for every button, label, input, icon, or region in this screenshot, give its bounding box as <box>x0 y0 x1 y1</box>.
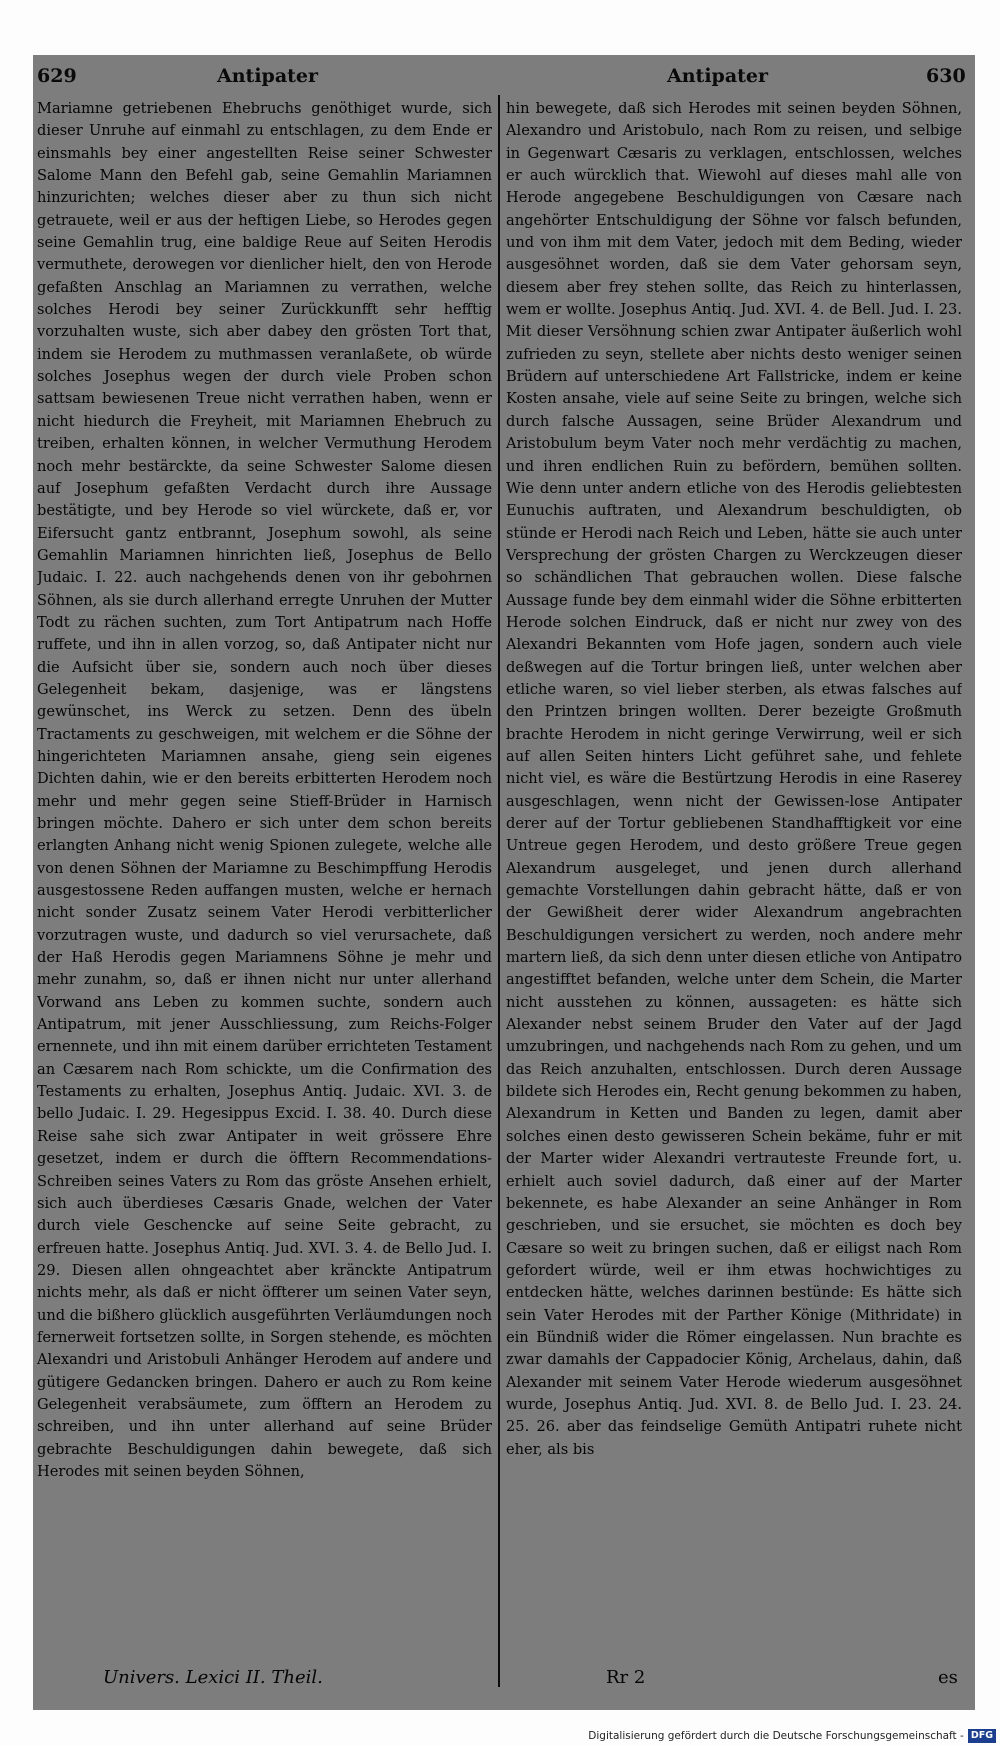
signature-mark: Rr 2 <box>606 1667 646 1688</box>
right-column-text: hin bewegete, daß sich Herodes mit seinen beyden Söhnen, Alexandro und Aristobulo, nach Rom zu reisen, und selbige in Gegenwart Cæsaris zu verklagen, entschlossen, welches er auch würcklich that. Wiewohl auf dieses mahl alle von Herode angegebene Beschuldigungen von Cæsare nach angehörter Entschuldigung der Söhne vor falsch befunden, und von ihm mit dem Vater, jedoch mit dem Beding, wieder ausgesöhnet worden, daß sie dem Vater gehorsam seyn, diesem aber frey stehen sollte, das Reich zu hinterlassen, wem er wollte. Josephus Antiq. Jud. XVI. 4. de Bell. Jud. I. 23. Mit dieser Versöhnung schien zwar Antipater äußerlich wohl zufrieden zu seyn, stellete aber nichts desto weniger seinen Brüdern auf unterschiedene Art Fallstricke, indem er keine Kosten ansahe, viele auf seine Seite zu bringen, welche sich durch falsche Aussagen, seine Brüder Alexandrum und Aristobulum beym Vater noch mehr verdächtig zu machen, und ihren endlichen Ruin zu befördern, bemühen sollten. Wie denn unter andern etliche von des Herodis geliebtesten Eunuchis auftraten, und Alexandrum beschuldigten, ob stünde er Herodi nach Reich und Leben, hätte sie auch unter Versprechung der grösten Chargen zu Werckzeugen dieser so schändlichen That gebrauchen wollen. Diese falsche Aussage funde bey dem einmahl wider die Söhne erbitterten Herode solchen Eindruck, daß er nicht nur zwey von des Alexandri Bekannten vom Hofe jagen, sondern auch viele deßwegen auf die Tortur bringen ließ, unter welchen aber etliche waren, so viel lieber sterben, als etwas falsches auf den Printzen bringen wollten. Derer bezeigte Großmuth brachte Herodem in nicht geringe Verwirrung, weil er sich auf allen Seiten hinters Licht geführet sahe, und fehlete nicht viel, es wäre die Bestürtzung Herodis in eine Raserey ausgeschlagen, wenn nicht der Gewissen-lose Antipater derer auf der Tortur gebliebenen Standhafftigkeit vor eine Untreue gegen Herodem, und desto größere Treue gegen Alexandrum ausgeleget, und jenen durch allerhand gemachte Vorstellungen dahin gebracht hätte, daß er von der Gewißheit derer wider Alexandrum angebrachten Beschuldigungen versichert zu werden, noch andere mehr martern ließ, da sich denn unter diesen etliche von Antipatro angestifftet befanden, welche unter dem Schein, die Marter nicht ausstehen zu können, aussageten: es hätte sich Alexander nebst seinem Bruder den Vater auf der Jagd umzubringen, und nachgehends nach Rom zu gehen, und um das Reich anzuhalten, entschlossen. Durch deren Aussage bildete sich Herodes ein, Recht genung bekommen zu haben, Alexandrum in Ketten und Banden zu legen, damit aber solches einen desto gewisseren Schein bekäme, fuhr er mit der Marter wider Alexandri vertrauteste Freunde fort, u. erhielt auch soviel dadurch, daß einer auf der Marter bekennete, es habe Alexander an seine Anhänger in Rom geschrieben, und sie ersuchet, sie möchten es doch bey Cæsare so weit zu bringen suchen, daß er eiligst nach Rom gefordert würde, weil er ihm etwas hochwichtiges zu entdecken hätte, welches darinnen bestünde: Es hätte sich sein Vater Herodes mit der Parther Könige (Mithridate) in ein Bündniß wider die Römer eingelassen. Nun brachte es zwar damahls der Cappadocier König, Archelaus, dahin, daß Alexander mit seinem Vater Herode wiederum ausgesöhnet wurde, Josephus Antiq. Jud. XVI. 8. de Bello Jud. I. 23. 24. 25. 26. aber das feindselige Gemüth Antipatri ruhete nicht eher, als bis <box>506 100 962 1458</box>
catchword: es <box>938 1667 958 1688</box>
right-text-column <box>506 98 962 1461</box>
column-divider <box>498 95 500 1687</box>
left-text-column <box>37 98 492 1483</box>
left-column-text: Mariamne getriebenen Ehebruchs genöthiget wurde, sich dieser Unruhe auf einmahl zu entschlagen, zu dem Ende er einsmahls bey einer angestellten Reise seiner Schwester Salome Mann den Befehl gab, seine Gemahlin Mariamnen hinzurichten; welches dieser aber zu thun sich nicht getrauete, weil er aus der heftigen Liebe, so Herodes gegen seine Gemahlin trug, eine baldige Reue auf Seiten Herodis vermuthete, derowegen vor dienlicher hielt, den von Herode gefaßten Anschlag an Mariamnen zu verrathen, welche solches Herodi bey seiner Zurückkunfft sehr hefftig vorzuhalten wuste, sich aber dabey den grösten Tort that, indem sie Herodem zu muthmassen veranlaßete, ob würde solches Josephus wegen der durch viele Proben schon sattsam bewiesenen Treue nicht verrathen haben, wenn er nicht hiedurch die Freyheit, mit Mariamnen Ehebruch zu treiben, erhalten können, in welcher Vermuthung Herodem noch mehr bestärckte, da seine Schwester Salome diesen auf Josephum gefaßten Verdacht durch ihre Aussage bestätigte, und bey Herode so viel würckete, daß er, vor Eifersucht gantz entbrannt, Josephum sowohl, als seine Gemahlin Mariamnen hinrichten ließ, Josephus de Bello Judaic. I. 22. auch nachgehends denen von ihr gebohrnen Söhnen, als sie durch allerhand erregte Unruhen der Mutter Todt zu rächen suchten, zum Tort Antipatrum nach Hoffe ruffete, und ihn in allen vorzog, so, daß Antipater nicht nur die Aufsicht über sie, sondern auch noch über dieses Gelegenheit bekam, dasjenige, was er längstens gewünschet, ins Werck zu setzen. Denn des übeln Tractaments zu geschweigen, mit welchem er die Söhne der hingerichteten Mariamnen ansahe, gieng sein eigenes Dichten dahin, wie er den bereits erbitterten Herodem noch mehr und mehr gegen seine Stieff-Brüder in Harnisch bringen möchte. Dahero er sich unter dem schon bereits erlangten Anhang nicht wenig Spionen zulegete, welche alle von denen Söhnen der Mariamne zu Beschimpffung Herodis ausgestossene Reden auffangen musten, welche er hernach nicht sonder Zusatz seinem Vater Herodi verbitterlicher vorzutragen wuste, und dadurch so viel verursachete, daß der Haß Herodis gegen Mariamnens Söhne je mehr und mehr zunahm, so, daß er ihnen nicht nur unter allerhand Vorwand ans Leben zu kommen suchte, sondern auch Antipatrum, mit jener Ausschliessung, zum Reichs-Folger ernennete, und ihn mit einem darüber errichteten Testament an Cæsarem nach Rom schickte, um die Confirmation des Testaments zu erhalten, Josephus Antiq. Judaic. XVI. 3. de bello Judaic. I. 29. Hegesippus Excid. I. 38. 40. Durch diese Reise sahe sich zwar Antipater in weit grössere Ehre gesetzet, indem er durch die öfftern Recommendations-Schreiben seines Vaters zu Rom das gröste Ansehen erhielt, sich auch überdieses Cæsaris Gnade, welchen der Vater durch viele Geschencke auf seine Seite gebracht, zu erfreuen hatte. Josephus Antiq. Jud. XVI. 3. 4. de Bello Jud. I. 29. Diesen allen ohngeachtet aber kränckte Antipatrum nichts mehr, als daß er nicht öffterer um seinen Vater seyn, und die bißhero glücklich ausgeführten Verläumdungen noch fernerweit fortsetzen sollte, in Sorgen stehende, es möchten Alexandri und Aristobuli Anhänger Herodem auf andere und gütigere Gedancken bringen. Dahero er auch zu Rom keine Gelegenheit verabsäumete, zum öfftern an Herodem zu schreiben, und ihn unter allerhand auf seine Brüder gebrachte Beschuldigungen dahin bewegete, daß sich Herodes mit seinen beyden Söhnen, <box>37 100 492 1480</box>
right-running-head: Antipater <box>667 65 769 87</box>
scanned-page <box>33 55 975 1710</box>
dfg-logo: DFG <box>968 1729 996 1743</box>
left-page-number: 629 <box>37 65 77 87</box>
funding-notice <box>588 1728 996 1743</box>
signature-line: Univers. Lexici II. Theil. <box>103 1667 323 1688</box>
left-running-head: Antipater <box>217 65 319 87</box>
funding-notice-text: Digitalisierung gefördert durch die Deutsche Forschungsgemeinschaft - <box>588 1729 964 1742</box>
right-page-number: 630 <box>926 65 966 87</box>
